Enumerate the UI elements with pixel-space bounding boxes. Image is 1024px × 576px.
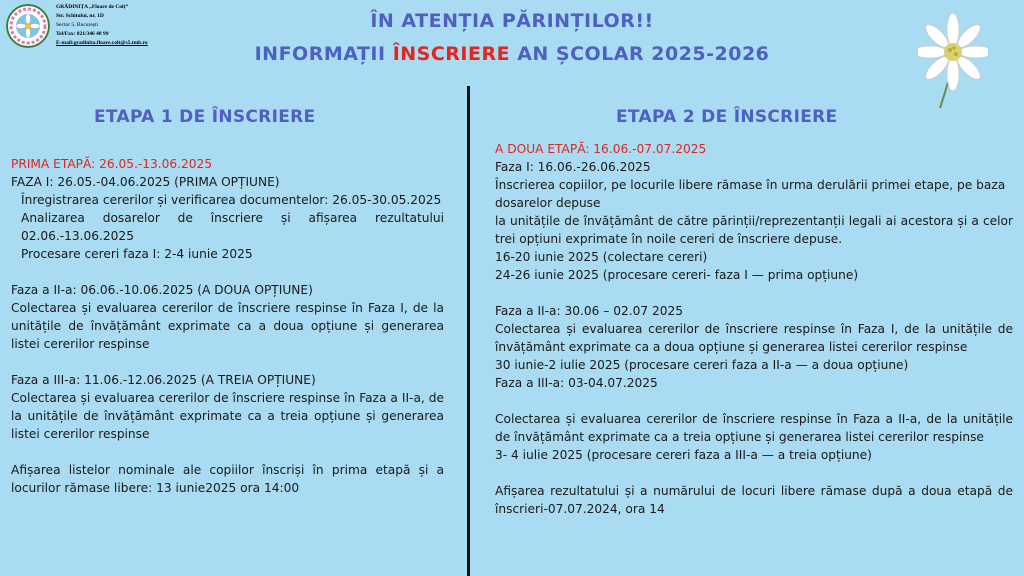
title-line-2-part-c: AN ȘCOLAR 2025-2026 — [510, 43, 770, 65]
school-name: GRĂDINIȚA „Floare de Colț” — [56, 4, 129, 10]
stage-1-phase-3-text: Colectarea și evaluarea cererilor de înscriere respinse în Faza a II-a, de la unitățile de învățământ exprimate ca a treia opțiune și generarea listei cererilor respinse — [11, 391, 444, 441]
stage-2-phase-1-date-2: 24-26 iunie 2025 (procesare cereri- faza I — prima opțiune) — [495, 268, 859, 282]
stage-2-heading: ETAPA 2 DE ÎNSCRIERE — [616, 107, 838, 127]
stage-1-phase-1-line-3: Procesare cereri faza I: 2-4 iunie 2025 — [21, 247, 253, 261]
title-line-2-part-a: INFORMAȚII — [254, 43, 393, 65]
school-email: E-mail:gradinita.floare.colt@s5.tmb.ro — [56, 40, 148, 46]
school-sector: Sector 5, București — [56, 22, 99, 28]
stage-1-heading: ETAPA 1 DE ÎNSCRIERE — [94, 107, 316, 127]
stage-2-phase-3-title: Faza a III-a: 03-04.07.2025 — [495, 376, 658, 390]
school-phone: Tel/Fax: 021/346 48 99 — [56, 31, 109, 37]
stage-1-results: Afișarea listelor nominale ale copiilor înscriși în prima etapă și a locurilor rămase libere: 13 iunie2025 ora 14:00 — [11, 463, 444, 495]
school-street: Str. Schitului, nr. 1D — [56, 13, 104, 19]
stage-1-phase-2-text: Colectarea și evaluarea cererilor de înscriere respinse în Faza I, de la unitățile de învățământ exprimate ca a doua opțiune și generarea listei cererilor respinse — [11, 301, 444, 351]
stage-2-column — [495, 140, 1013, 518]
stage-2-phase-2-date: 30 iunie-2 iulie 2025 (procesare cereri faza a II-a — a doua opțiune) — [495, 358, 909, 372]
title-line-1: ÎN ATENȚIA PĂRINȚILOR!! — [370, 10, 654, 32]
stage-1-phase-3-title: Faza a III-a: 11.06.-12.06.2025 (A TREIA OPȚIUNE) — [11, 373, 316, 387]
stage-2-phase-3-date: 3- 4 iulie 2025 (procesare cereri faza a III-a — a treia opțiune) — [495, 448, 872, 462]
title-highlight: ÎNSCRIERE — [392, 43, 511, 65]
stage-1-column — [11, 155, 444, 497]
stage-2-phase-1-date-1: 16-20 iunie 2025 (colectare cereri) — [495, 250, 708, 264]
title-line-2 — [0, 43, 1024, 65]
stage-2-phase-2-title: Faza a II-a: 30.06 – 02.07 2025 — [495, 304, 683, 318]
stage-2-phase-1-title: Faza I: 16.06.-26.06.2025 — [495, 160, 651, 174]
stage-2-results: Afișarea rezultatului și a numărului de locuri libere rămase după a doua etapă de înscrieri-07.07.2024, ora 14 — [495, 484, 1013, 516]
stage-1-phase-1-line-2: Analizarea dosarelor de înscriere și afișarea rezultatului 02.06.-13.06.2025 — [21, 211, 444, 243]
stage-2-dates: A DOUA ETAPĂ: 16.06.-07.07.2025 — [495, 142, 707, 156]
stage-2-phase-2-text: Colectarea și evaluarea cererilor de înscriere respinse în Faza I, de la unitățile de învățământ exprimate ca a doua opțiune și generarea listei cererilor respinse — [495, 322, 1013, 354]
stage-2-phase-1-text: Înscrierea copiilor, pe locurile libere rămase în urma derulării primei etape, pe baza dosarelor depuse — [495, 178, 1006, 210]
stage-2-phase-1-text-2: la unitățile de învățământ de către părinții/reprezentanții legali ai acestora și a celor trei opțiuni exprimate în noile cereri de înscriere depuse. — [495, 214, 1013, 246]
column-divider — [467, 86, 470, 576]
edelweiss-flower-icon — [918, 12, 988, 110]
stage-1-dates: PRIMA ETAPĂ: 26.05.-13.06.2025 — [11, 157, 213, 171]
stage-2-phase-3-text: Colectarea și evaluarea cererilor de înscriere respinse în Faza a II-a, de la unitățile de învățământ exprimate ca a treia opțiune și generarea listei cererilor respinse — [495, 412, 1013, 444]
stage-1-phase-2-title: Faza a II-a: 06.06.-10.06.2025 (A DOUA OPȚIUNE) — [11, 283, 313, 297]
stage-1-phase-1-line-1: Înregistrarea cererilor și verificarea documentelor: 26.05-30.05.2025 — [21, 193, 442, 207]
stage-1-phase-1-title: FAZA I: 26.05.-04.06.2025 (PRIMA OPȚIUNE) — [11, 175, 280, 189]
